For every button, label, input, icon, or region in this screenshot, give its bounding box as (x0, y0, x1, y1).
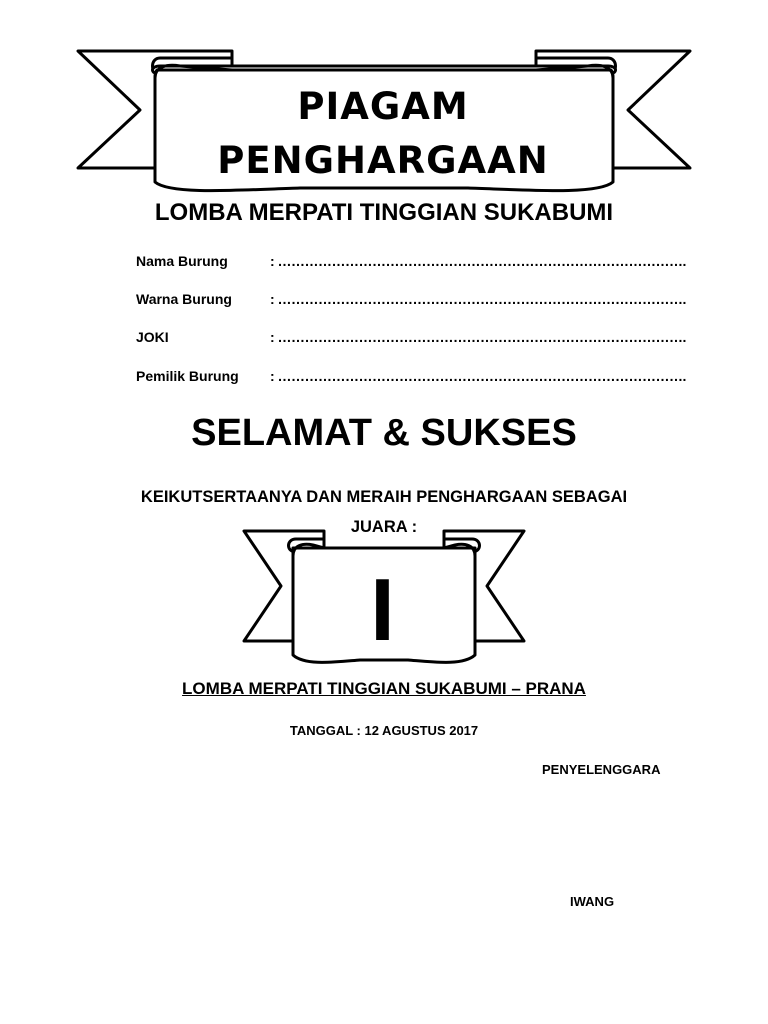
rank-number: I (370, 560, 395, 659)
participation-line1: KEIKUTSERTAANYA DAN MERAIH PENGHARGAAN SEBAGAI (140, 488, 628, 506)
field-value-blank: : ………………………………………………………………………………. (270, 368, 686, 384)
event-date: TANGGAL : 12 AGUSTUS 2017 (289, 723, 479, 738)
certificate-title-line1: PIAGAM (297, 85, 469, 128)
event-name-line (0, 676, 768, 702)
competition-name: LOMBA MERPATI TINGGIAN SUKABUMI (154, 199, 614, 226)
field-value-blank: : ………………………………………………………………………………. (270, 253, 686, 269)
field-value-blank: : ………………………………………………………………………………. (270, 291, 686, 307)
certificate-title-line2: PENGHARGAAN (217, 139, 549, 182)
field-value-blank: : ………………………………………………………………………………. (270, 329, 686, 345)
field-label: JOKI (136, 329, 169, 345)
field-label: Warna Burung (136, 291, 232, 307)
organizer-label: PENYELENGGARA (542, 762, 661, 777)
field-label: Nama Burung (136, 253, 228, 269)
participation-line2: JUARA : (350, 518, 418, 536)
field-label: Pemilik Burung (136, 368, 239, 384)
event-name: LOMBA MERPATI TINGGIAN SUKABUMI – PRANA (182, 679, 586, 698)
congratulations-heading: SELAMAT & SUKSES (191, 412, 577, 454)
signer-name: IWANG (570, 894, 615, 909)
